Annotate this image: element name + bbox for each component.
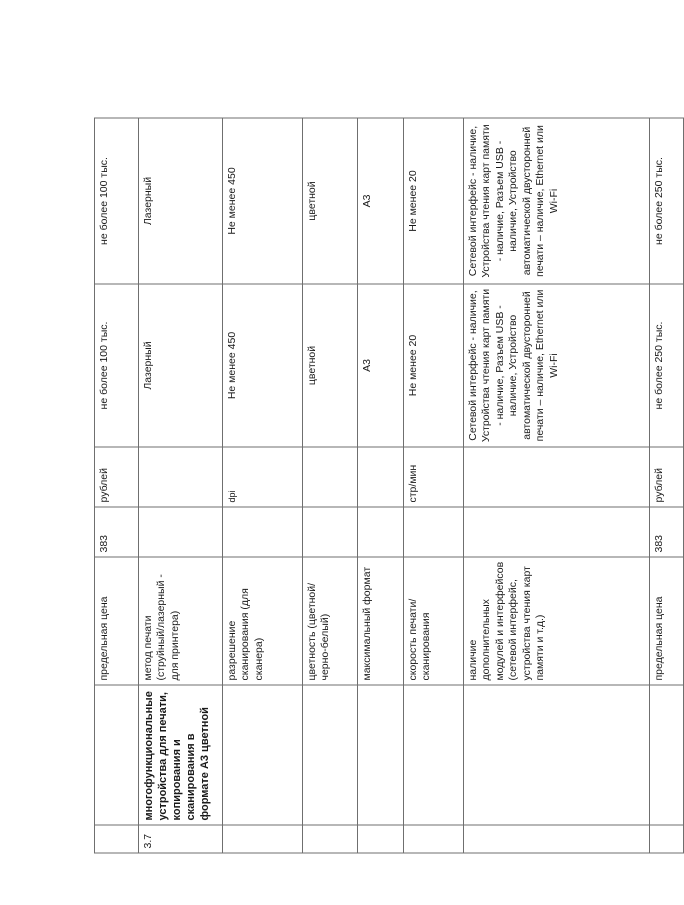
okei-code-cell bbox=[650, 507, 684, 557]
requirement-value-alt: Не менее 450 bbox=[226, 167, 238, 235]
unit-of-measure-cell bbox=[223, 447, 303, 507]
characteristic-name-cell bbox=[358, 557, 404, 685]
unit-of-measure-cell bbox=[139, 447, 223, 507]
requirement-value-cell bbox=[303, 284, 358, 447]
requirement-value-alt: Сетевой интерфейс - наличие, Устройства чтения карт памяти - наличие, Разъем USB - наличие, Устройство автоматической двусторонней печати – наличие, Ethernet или Wi-Fi bbox=[467, 124, 560, 278]
row-number-cell bbox=[303, 825, 358, 853]
table-row bbox=[303, 118, 358, 853]
characteristic-name-cell bbox=[404, 557, 464, 685]
requirement-value-alt: не более 100 тыс. bbox=[98, 157, 110, 245]
unit-of-measure-cell bbox=[95, 447, 139, 507]
requirement-value-alt-cell bbox=[464, 118, 650, 284]
requirement-value: Не менее 20 bbox=[407, 334, 419, 397]
item-name-cell bbox=[139, 685, 223, 825]
item-name-cell bbox=[303, 685, 358, 825]
characteristic-name: скорость печати/сканирования bbox=[407, 598, 433, 681]
table-row bbox=[358, 118, 404, 853]
row-number-cell bbox=[650, 825, 684, 853]
requirement-value: цветной bbox=[306, 345, 318, 386]
requirement-value-alt: Лазерный bbox=[142, 176, 154, 226]
characteristic-name: наличие дополнительных модулей и интерфейсов (сетевой интерфейс, устройства чтения карт памяти и т.д.) bbox=[467, 561, 547, 681]
table-row bbox=[139, 118, 223, 853]
requirement-value: не более 250 тыс. bbox=[653, 321, 665, 410]
requirement-value-cell bbox=[223, 284, 303, 447]
spec-table-body bbox=[95, 118, 684, 853]
row-number: 3.7 bbox=[142, 833, 154, 849]
item-name-cell bbox=[223, 685, 303, 825]
requirement-value-alt: цветной bbox=[306, 181, 318, 221]
characteristic-name-cell bbox=[223, 557, 303, 685]
row-number-cell bbox=[95, 825, 139, 853]
requirement-value-alt-cell bbox=[139, 118, 223, 284]
table-row bbox=[650, 118, 684, 853]
requirement-value: Не менее 450 bbox=[226, 331, 238, 400]
unit-of-measure-cell bbox=[303, 447, 358, 507]
row-number-cell bbox=[404, 825, 464, 853]
requirement-value-alt: Не менее 20 bbox=[407, 170, 419, 232]
characteristic-name-cell bbox=[464, 557, 650, 685]
requirement-value-alt-cell bbox=[303, 118, 358, 284]
requirement-value-alt: А3 bbox=[361, 194, 373, 208]
unit-of-measure-cell bbox=[404, 447, 464, 507]
row-number-cell bbox=[139, 825, 223, 853]
table-row bbox=[223, 118, 303, 853]
characteristic-name: метод печати (струйный/лазерный - для принтера) bbox=[142, 574, 181, 681]
okei-code-cell bbox=[139, 507, 223, 557]
characteristic-name-cell bbox=[139, 557, 223, 685]
row-number-cell bbox=[223, 825, 303, 853]
table-row bbox=[404, 118, 464, 853]
okei-code-cell bbox=[95, 507, 139, 557]
okei-code-cell bbox=[358, 507, 404, 557]
unit-of-measure-cell bbox=[464, 447, 650, 507]
item-name-cell bbox=[404, 685, 464, 825]
requirement-value: Лазерный bbox=[142, 341, 154, 390]
okei-code: 383 bbox=[98, 534, 110, 553]
requirement-value: А3 bbox=[361, 359, 373, 372]
item-name-cell bbox=[650, 685, 684, 825]
requirement-value-cell bbox=[139, 284, 223, 447]
requirement-value-alt-cell bbox=[95, 118, 139, 284]
requirement-value-cell bbox=[404, 284, 464, 447]
item-name-cell bbox=[464, 685, 650, 825]
unit-of-measure: dpi bbox=[227, 490, 237, 503]
requirement-value-alt: не более 250 тыс. bbox=[653, 157, 665, 245]
requirement-value-alt-cell bbox=[223, 118, 303, 284]
characteristic-name: максимальный формат bbox=[361, 566, 373, 681]
item-name: многофункциональные устройства для печати, копирования и сканирования в формате А3 цветной bbox=[143, 691, 212, 821]
table-row bbox=[464, 118, 650, 853]
item-name-cell bbox=[95, 685, 139, 825]
requirement-value: не более 100 тыс. bbox=[98, 321, 110, 410]
okei-code: 383 bbox=[653, 534, 665, 553]
requirement-value-cell bbox=[358, 284, 404, 447]
item-name-cell bbox=[358, 685, 404, 825]
requirement-value-cell bbox=[95, 284, 139, 447]
okei-code-cell bbox=[464, 507, 650, 557]
unit-of-measure: рублей bbox=[98, 468, 110, 503]
characteristic-name: предельная цена bbox=[98, 596, 110, 681]
row-number-cell bbox=[358, 825, 404, 853]
spec-table bbox=[94, 118, 684, 854]
characteristic-name: цветность (цветной/черно-белый) bbox=[306, 582, 332, 681]
requirement-value-cell bbox=[464, 284, 650, 447]
rotated-document-page bbox=[94, 119, 665, 854]
characteristic-name: разрешение сканирования (для сканера) bbox=[226, 588, 265, 681]
unit-of-measure: стр/мин bbox=[407, 464, 419, 503]
requirement-value: Сетевой интерфейс - наличие, Устройства чтения карт памяти - наличие, Разъем USB - наличие, Устройство автоматической двусторонней печати – наличие, Ethernet или Wi-Fi bbox=[467, 288, 560, 443]
unit-of-measure-cell bbox=[358, 447, 404, 507]
requirement-value-alt-cell bbox=[358, 118, 404, 284]
characteristic-name-cell bbox=[95, 557, 139, 685]
okei-code-cell bbox=[223, 507, 303, 557]
unit-of-measure: рублей bbox=[653, 468, 665, 503]
characteristic-name-cell bbox=[303, 557, 358, 685]
row-number-cell bbox=[464, 825, 650, 853]
requirement-value-cell bbox=[650, 284, 684, 447]
requirement-value-alt-cell bbox=[404, 118, 464, 284]
unit-of-measure-cell bbox=[650, 447, 684, 507]
requirement-value-alt-cell bbox=[650, 118, 684, 284]
table-row bbox=[95, 118, 139, 853]
characteristic-name: предельная цена bbox=[653, 596, 665, 681]
characteristic-name-cell bbox=[650, 557, 684, 685]
okei-code-cell bbox=[303, 507, 358, 557]
okei-code-cell bbox=[404, 507, 464, 557]
